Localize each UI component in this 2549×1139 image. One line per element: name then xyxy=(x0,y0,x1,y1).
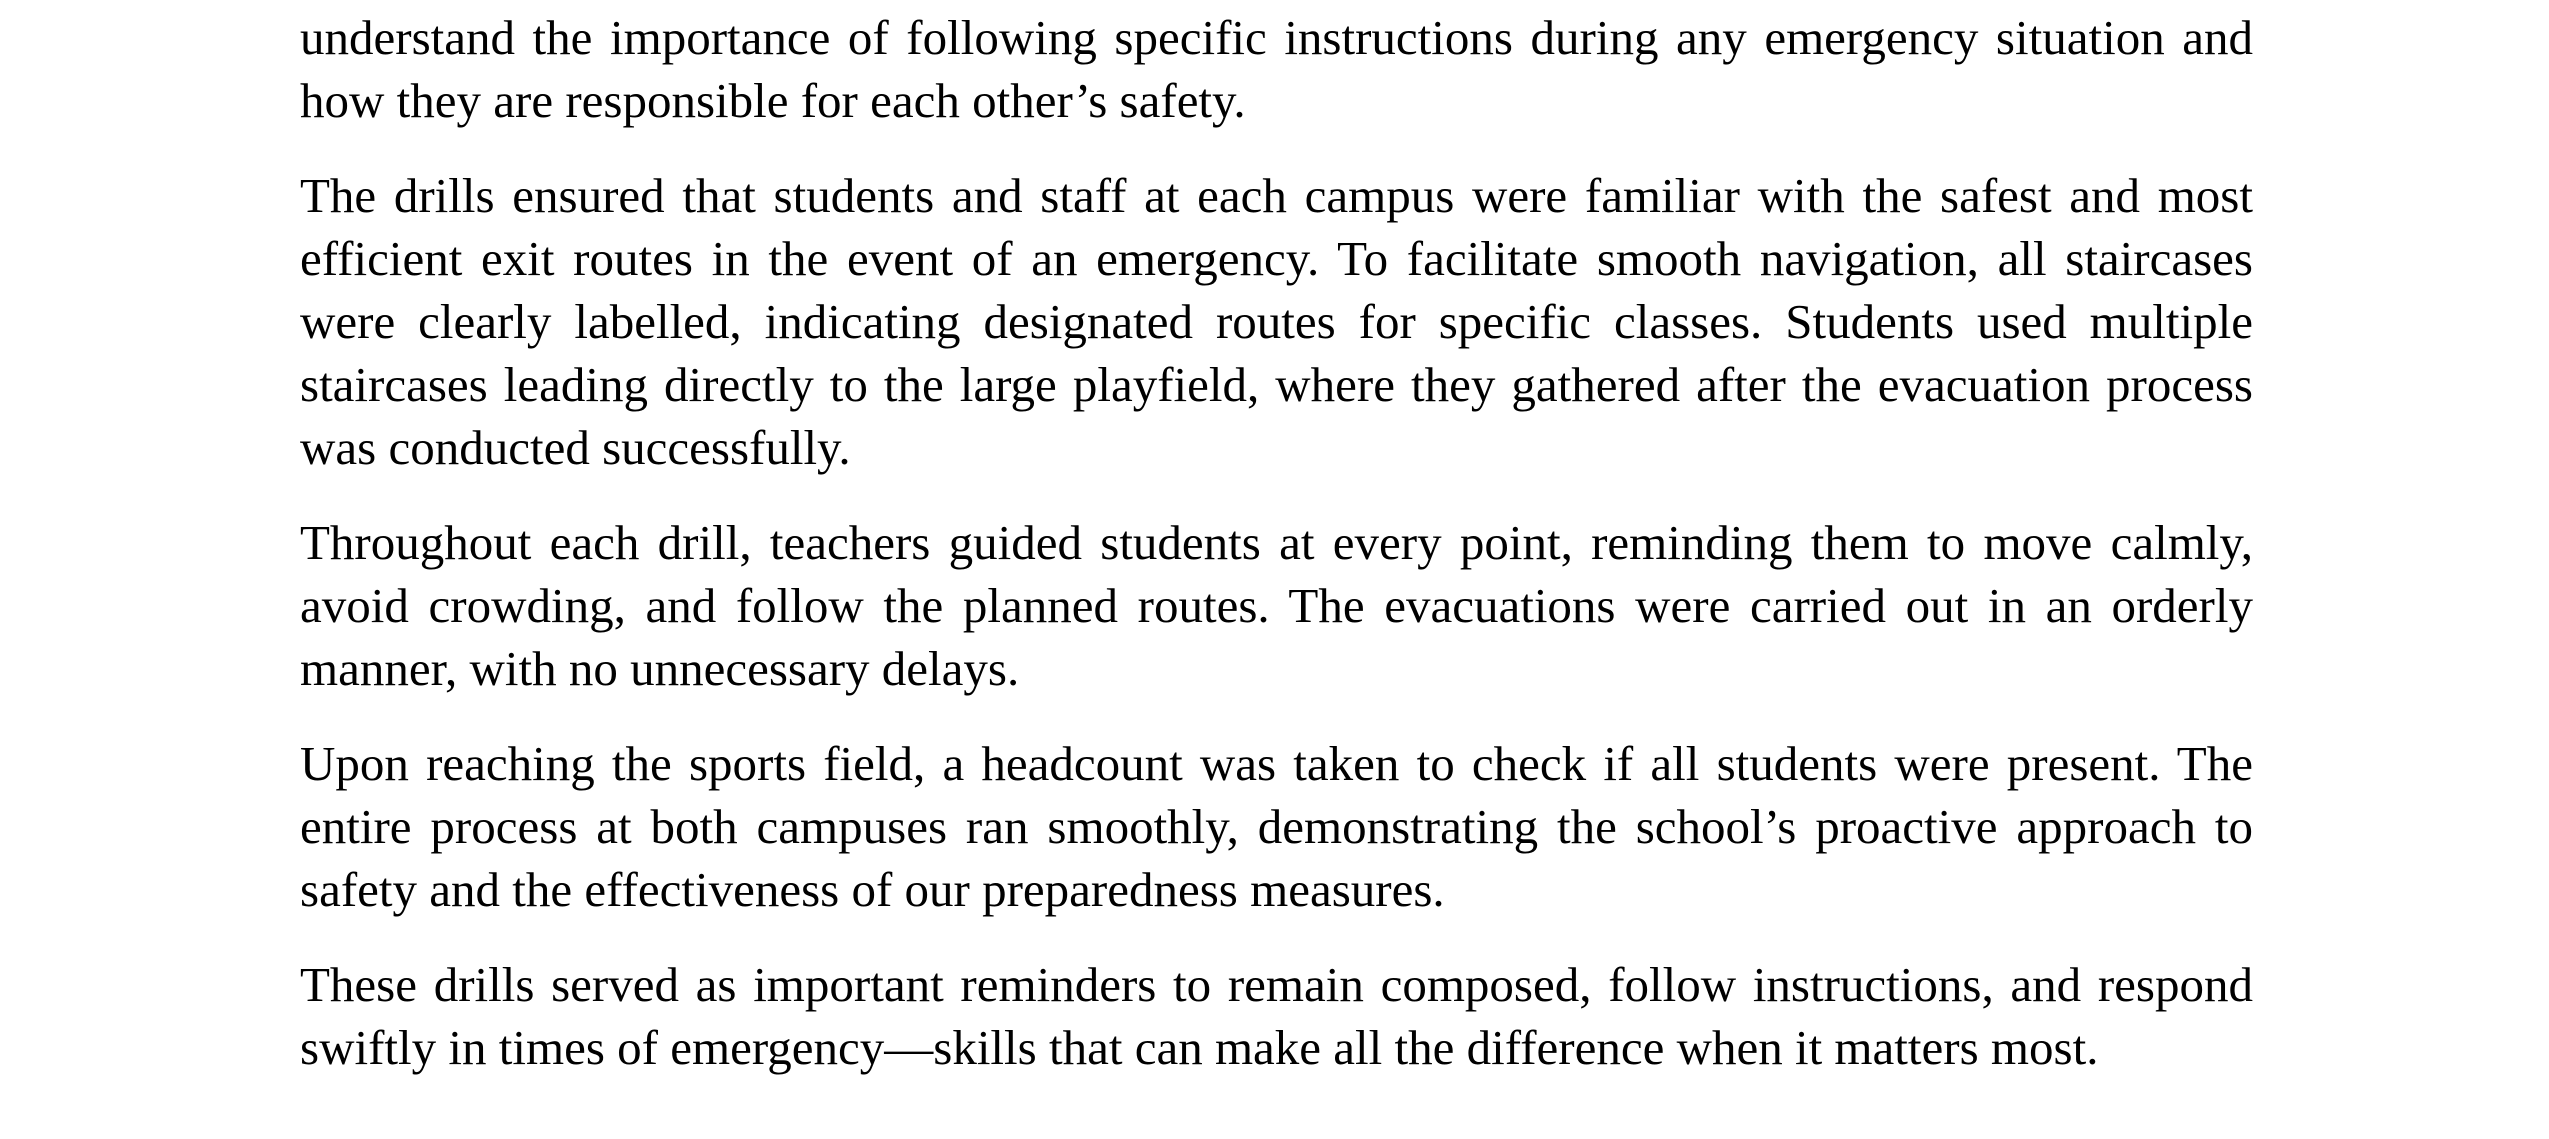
paragraph-1: understand the importance of following specific instructions during any emergency situation and how they are responsible for each other’s safety. xyxy=(300,10,2253,128)
paragraph-3: Throughout each drill, teachers guided students at every point, reminding them to move calmly, avoid crowding, and follow the planned routes. The evacuations were carried out in an orderly manner, with no unnecessary delays. xyxy=(300,515,2253,696)
paragraph-5: These drills served as important reminders to remain composed, follow instructions, and respond swiftly in times of emergency—skills that can make all the difference when it matters most. xyxy=(300,957,2253,1075)
paragraph-2: The drills ensured that students and staff at each campus were familiar with the safest and most efficient exit routes in the event of an emergency. To facilitate smooth navigation, all staircases were clearly labelled, indicating designated routes for specific classes. Students used multiple staircases leading directly to the large playfield, where they gathered after the evacuation process was conducted successfully. xyxy=(300,168,2253,475)
document-body xyxy=(300,0,2253,1111)
paragraph-4: Upon reaching the sports field, a headcount was taken to check if all students were present. The entire process at both campuses ran smoothly, demonstrating the school’s proactive approach to safety and the effectiveness of our preparedness measures. xyxy=(300,736,2253,917)
